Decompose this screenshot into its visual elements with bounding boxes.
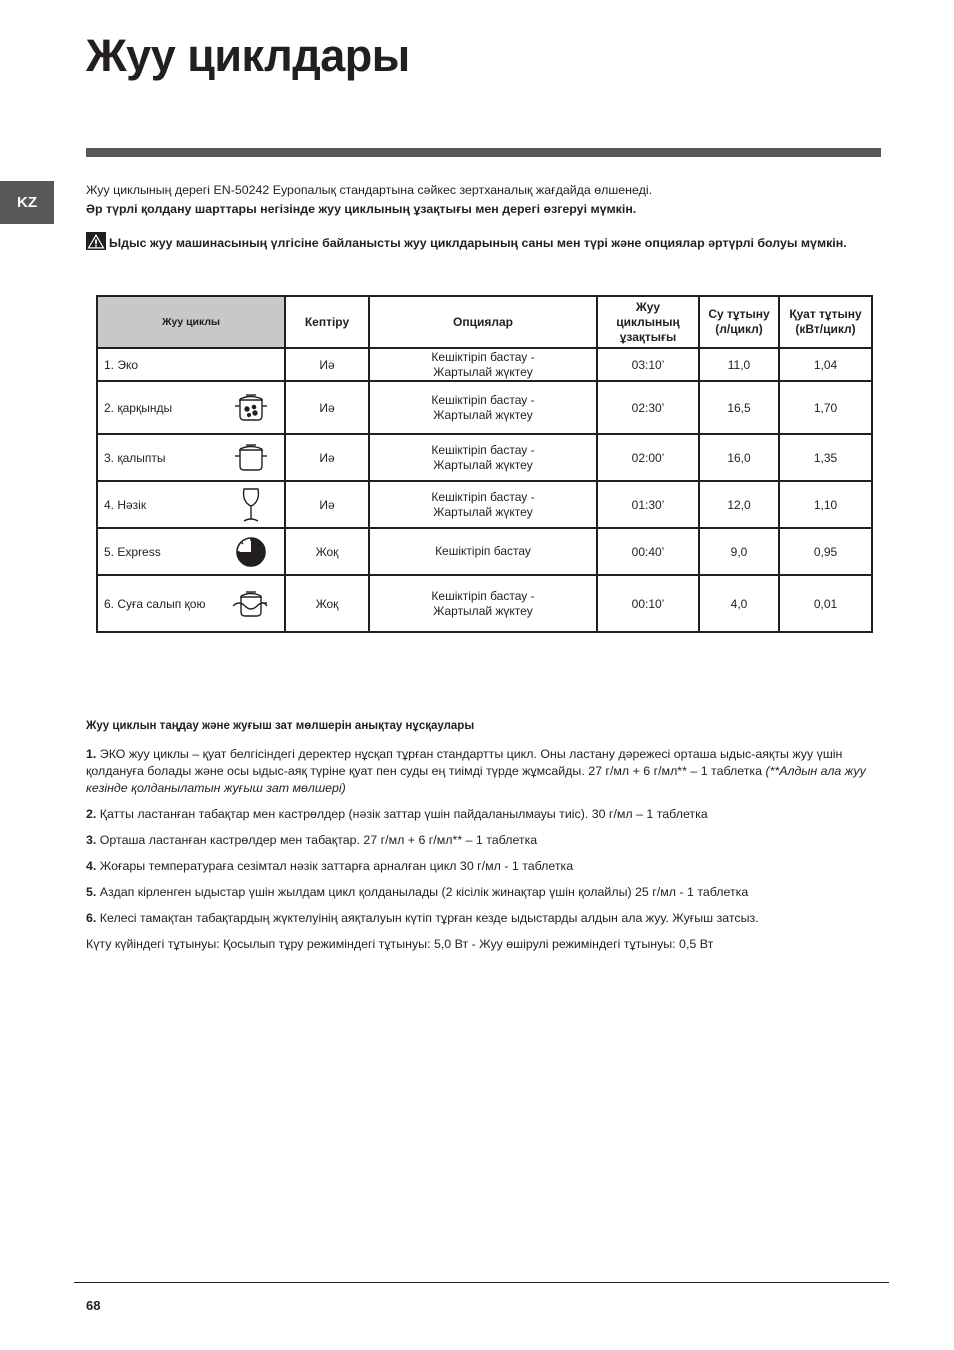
wine-glass-icon	[232, 486, 270, 524]
footer-divider	[74, 1282, 889, 1283]
cycle-drying: Иә	[285, 481, 369, 528]
cycle-drying: Жоқ	[285, 528, 369, 575]
cycle-duration: 03:10’	[597, 348, 699, 381]
intro-text	[86, 181, 882, 219]
express-clock-icon	[232, 533, 270, 571]
cycle-name: 6. Суға салып қою	[104, 596, 206, 611]
language-tab: KZ	[0, 181, 54, 224]
cycle-name-cell	[97, 528, 285, 575]
cycle-name-cell	[97, 434, 285, 481]
intro-line-1: Жуу циклының дерегі EN-50242 Еуропалық стандартына сәйкес зертханалық жағдайда өлшенеді.	[86, 183, 653, 197]
instruction-item	[86, 858, 876, 875]
standby-consumption: Күту күйіндегі тұтынуы: Қосылып тұру режиміндегі тұтынуы: 5,0 Вт - Жуу өшірулі режиміндегі тұтынуы: 0,5 Вт	[86, 937, 714, 951]
cycle-name-cell	[97, 481, 285, 528]
instruction-item	[86, 746, 876, 797]
header-water: Су тұтыну (л/цикл)	[699, 296, 779, 348]
cycle-name: 2. қарқынды	[104, 400, 173, 415]
cycle-energy: 1,10	[779, 481, 872, 528]
cycle-options	[369, 434, 597, 481]
header-options: Опциялар	[369, 296, 597, 348]
page-title: Жуу циклдары	[86, 30, 410, 81]
options-line-1: Кешіктіріп бастау	[435, 544, 531, 558]
instruction-text: Орташа ластанған кастрөлдер мен табақтар. 27 г/мл + 6 г/мл** – 1 таблетка	[96, 833, 538, 847]
cycle-options	[369, 348, 597, 381]
instruction-text: Келесі тамақтан табақтардың жүктелуінің аяқталуын күтіп тұрған кезде ыдыстарды алдын ала жуу. Жуғыш затсыз.	[96, 911, 759, 925]
options-line-1: Кешіктіріп бастау -	[431, 588, 535, 603]
instructions-section	[86, 718, 876, 962]
cycle-energy: 1,70	[779, 381, 872, 434]
cycle-name: 1. Эко	[97, 348, 285, 381]
cycle-duration: 02:00’	[597, 434, 699, 481]
header-energy: Қуат тұтыну (кВт/цикл)	[779, 296, 872, 348]
cycle-energy: 0,95	[779, 528, 872, 575]
table-row	[97, 434, 872, 481]
instruction-number: 6.	[86, 911, 97, 925]
cycle-water: 11,0	[699, 348, 779, 381]
instruction-item	[86, 806, 876, 823]
instruction-item	[86, 910, 876, 927]
cycle-duration: 01:30’	[597, 481, 699, 528]
table-row	[97, 528, 872, 575]
instructions-heading: Жуу циклын таңдау және жуғыш зат мөлшерін анықтау нұсқаулары	[86, 720, 475, 732]
instruction-text: ЭКО жуу циклы – қуат белгісіндегі деректер нұсқап тұрған стандартты цикл. Оны ластану дәрежесі орташа ыдыс-аяқты жуу үшін қолдануға болады және осы ыдыс-аяқ түріне қуат пен суды ең тиімді түрде жұмсайды. 27 г/мл + 6 г/мл** – 1 таблетка	[86, 747, 843, 778]
instruction-text: Жоғары температураға сезімтал нәзік заттарға арналған цикл 30 г/мл - 1 таблетка	[96, 859, 574, 873]
intensive-pot-icon	[232, 389, 270, 427]
options-line-2: Жартылай жүктеу	[433, 504, 533, 519]
cycle-options	[369, 481, 597, 528]
instruction-item	[86, 832, 876, 849]
header-cycle: Жуу циклы	[97, 296, 285, 348]
warning-triangle-icon	[86, 232, 106, 250]
instruction-number: 4.	[86, 859, 97, 873]
cycle-drying: Иә	[285, 348, 369, 381]
options-line-1: Кешіктіріп бастау -	[431, 392, 535, 407]
cycle-duration: 02:30’	[597, 381, 699, 434]
instruction-number: 5.	[86, 885, 97, 899]
cycle-water: 16,0	[699, 434, 779, 481]
instruction-number: 2.	[86, 807, 97, 821]
instruction-number: 1.	[86, 747, 97, 761]
soak-pot-icon	[232, 585, 270, 623]
cycle-name-cell	[97, 575, 285, 632]
table-row	[97, 381, 872, 434]
cycle-name: 4. Нәзік	[104, 497, 147, 512]
instruction-number: 3.	[86, 833, 97, 847]
wash-cycles-table	[96, 295, 873, 633]
cycle-duration: 00:40’	[597, 528, 699, 575]
cycle-water: 16,5	[699, 381, 779, 434]
cycle-options	[369, 528, 597, 575]
instruction-text: Аздап кірленген ыдыстар үшін жылдам цикл қолданылады (2 кісілік жинақтар үшін қолайлы) 25 г/мл - 1 таблетка	[96, 885, 749, 899]
intro-line-2: Әр түрлі қолдану шарттары негізінде жуу циклының ұзақтығы мен дерегі өзгеруі мүмкін.	[86, 202, 637, 216]
cycle-drying: Иә	[285, 381, 369, 434]
cycle-duration: 00:10’	[597, 575, 699, 632]
cycle-options	[369, 381, 597, 434]
cycle-drying: Иә	[285, 434, 369, 481]
cycle-water: 12,0	[699, 481, 779, 528]
cycle-name: 3. қалыпты	[104, 450, 166, 465]
options-line-1: Кешіктіріп бастау -	[431, 349, 535, 364]
page-number: 68	[86, 1298, 101, 1313]
cycle-water: 9,0	[699, 528, 779, 575]
warning-note	[86, 232, 882, 252]
instruction-item	[86, 884, 876, 901]
table-header-row	[97, 296, 872, 348]
cycle-energy: 1,04	[779, 348, 872, 381]
normal-pot-icon	[232, 439, 270, 477]
options-line-1: Кешіктіріп бастау -	[431, 442, 535, 457]
title-divider	[86, 148, 881, 157]
options-line-2: Жартылай жүктеу	[433, 407, 533, 422]
table-row	[97, 348, 872, 381]
table-row	[97, 575, 872, 632]
cycle-water: 4,0	[699, 575, 779, 632]
header-drying: Кептіру	[285, 296, 369, 348]
cycle-drying: Жоқ	[285, 575, 369, 632]
cycle-name-cell	[97, 381, 285, 434]
instruction-note: (**Алдын ала жуу кезінде қолданылатын жуғыш зат мөлшері)	[86, 764, 866, 795]
options-line-2: Жартылай жүктеу	[433, 364, 533, 379]
table-row	[97, 481, 872, 528]
warning-text: Ыдыс жуу машинасының үлгісіне байланысты жуу циклдарының саны мен түрі және опциялар әртүрлі болуы мүмкін.	[109, 236, 847, 250]
header-duration: Жуу циклының ұзақтығы	[597, 296, 699, 348]
cycle-name: 5. Express	[104, 544, 161, 559]
options-line-2: Жартылай жүктеу	[433, 457, 533, 472]
options-line-1: Кешіктіріп бастау -	[431, 489, 535, 504]
options-line-2: Жартылай жүктеу	[433, 603, 533, 618]
instruction-text: Қатты ластанған табақтар мен кастрөлдер (нәзік заттар үшін пайдаланылмауы тиіс). 30 г/мл – 1 таблетка	[96, 807, 708, 821]
cycle-options	[369, 575, 597, 632]
cycle-energy: 0,01	[779, 575, 872, 632]
cycle-energy: 1,35	[779, 434, 872, 481]
